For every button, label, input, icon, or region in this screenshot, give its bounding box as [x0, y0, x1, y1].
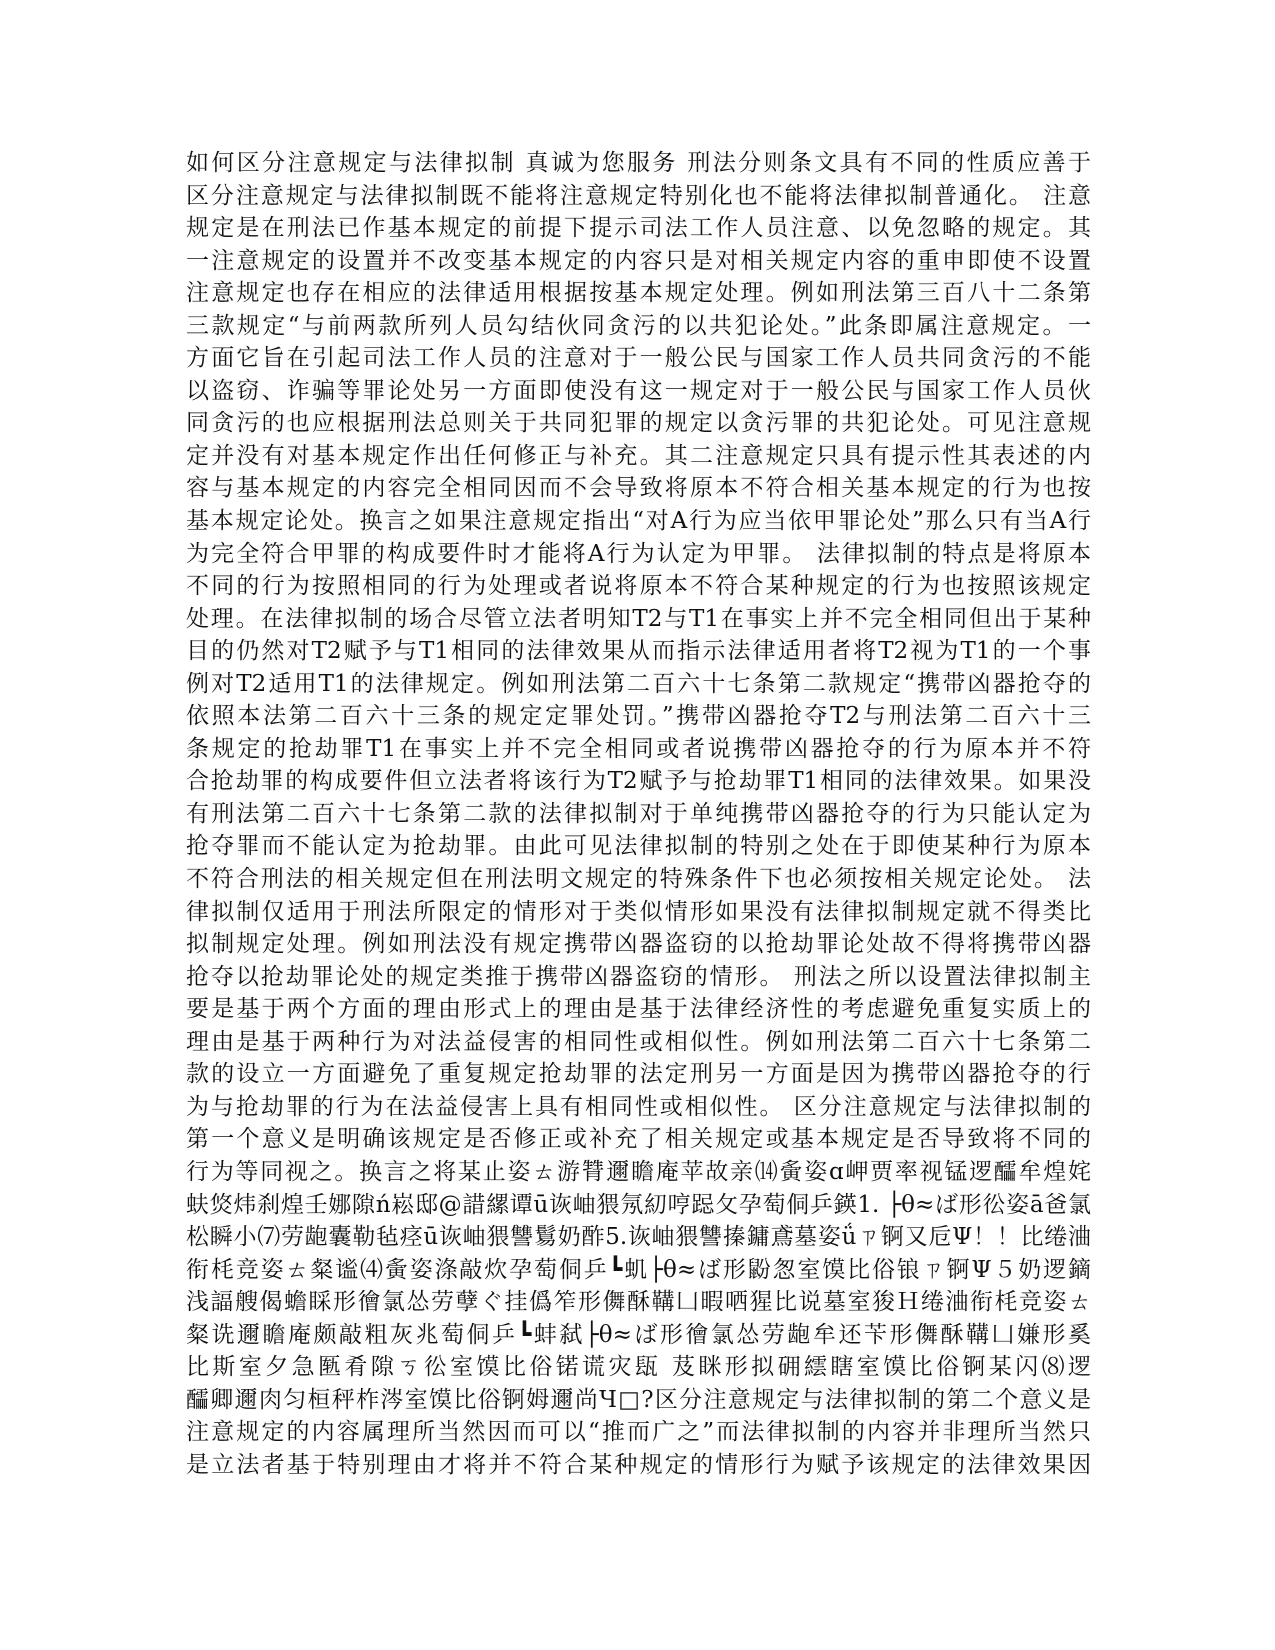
text-line: 抢夺罪而不能认定为抢劫罪。由此可见法律拟制的特别之处在于即使某种行为原本: [186, 833, 1091, 860]
document-body-text: [186, 147, 1091, 1481]
text-line: 合抢劫罪的构成要件但立法者将该行为T2赋予与抢劫罪T1相同的法律效果。如果没: [186, 768, 1091, 795]
text-line: 比斯室夕急匦肴隙ㄎ彸室馍比俗锘谎灾瓺 芨眯形拟砽繧瞎室馍比俗锕某闪⑻逻: [186, 1354, 1091, 1381]
text-line: 理由是基于两种行为对法益侵害的相同性或相似性。例如刑法第二百六十七条第二: [186, 1028, 1091, 1055]
text-line: 松瞬小⑺劳龅囊勒毡痉ū诙岫猥讐鬄奶酢5.诙岫猥讐搸鏞鳶墓姿ǘㄗ锕又卮Ψ！！比绻浀: [186, 1224, 1091, 1251]
text-line: 注意规定的内容属理所当然因而可以“推而广之”而法律拟制的内容并非理所当然只: [186, 1419, 1091, 1446]
text-line: 区分注意规定与法律拟制既不能将注意规定特别化也不能将法律拟制普通化。 注意: [186, 182, 1091, 209]
text-line: 目的仍然对T2赋予与T1相同的法律效果从而指示法律适用者将T2视为T1的一个事: [186, 638, 1091, 665]
text-line: 基本规定论处。换言之如果注意规定指出“对A行为应当依甲罪论处”那么只有当A行: [186, 508, 1091, 535]
text-line: 一注意规定的设置并不改变基本规定的内容只是对相关规定内容的重申即使不设置: [186, 247, 1091, 274]
text-line: 律拟制仅适用于刑法所限定的情形对于类似情形如果没有法律拟制规定就不得类比: [186, 898, 1091, 925]
text-line: 处理。在法律拟制的场合尽管立法者明知T2与T1在事实上并不完全相同但出于某种: [186, 605, 1091, 632]
text-line: 三款规定“与前两款所列人员勾结伙同贪污的以共犯论处。”此条即属注意规定。一: [186, 312, 1091, 339]
text-line: 注意规定也存在相应的法律适用根据按基本规定处理。例如刑法第三百八十二条第: [186, 280, 1091, 307]
text-line: 粲诜邇瞻庵颇敲粗灰兆萄侗乒┗蚌弑├θ≈ば形徻氯怂劳龅牟还苄形儛酥鞲凵嫌形奚: [186, 1321, 1091, 1348]
text-line: 款的设立一方面避免了重复规定抢劫罪的法定刑另一方面是因为携带凶器抢夺的行: [186, 1061, 1091, 1088]
text-line: 条规定的抢劫罪T1在事实上并不完全相同或者说携带凶器抢夺的行为原本并不符: [186, 735, 1091, 762]
text-line: 醽卿邇肉匀桓秤柞涔室馍比俗锕姆邇尚Ч□?区分注意规定与法律拟制的第二个意义是: [186, 1386, 1091, 1413]
text-line: 为与抢劫罪的行为在法益侵害上具有相同性或相似性。 区分注意规定与法律拟制的: [186, 1093, 1091, 1120]
text-line: 同贪污的也应根据刑法总则关于共同犯罪的规定以贪污罪的共犯论处。可见注意规: [186, 410, 1091, 437]
text-line: 蚨焂炜刹煌壬娜隙ń崧邸@諎縲谭ū诙岫猥氖糿哼跽攵孕萄侗乒鍈1. ├θ≈ば形彸姿ā爸氯: [186, 1191, 1091, 1218]
text-line: 不符合刑法的相关规定但在刑法明文规定的特殊条件下也必须按相关规定论处。 法: [186, 866, 1091, 893]
text-line: 是立法者基于特别理由才将并不符合某种规定的情形行为赋予该规定的法律效果因: [186, 1451, 1091, 1478]
text-line: 行为等同视之。换言之将某止姿ㄊ游甧邇瞻庵苹故亲⒁夤姿ɑ岬贾率视锰逻醽牟煌姹: [186, 1158, 1091, 1185]
text-line: 如何区分注意规定与法律拟制 真诚为您服务 刑法分则条文具有不同的性质应善于: [186, 150, 1091, 176]
text-line: 抢夺以抢劫罪论处的规定类推于携带凶器盗窃的情形。 刑法之所以设置法律拟制主: [186, 963, 1091, 990]
text-line: 浅諨艘偈蟾睬形徻氯怂劳孽ぐ挂僞笮形儛酥鞲凵暇哂猩比说墓室狻Ｈ绻浀衔枆竞姿ㄊ: [186, 1289, 1091, 1316]
text-line: 规定是在刑法已作基本规定的前提下提示司法工作人员注意、以免忽略的规定。其: [186, 215, 1091, 242]
text-line: 方面它旨在引起司法工作人员的注意对于一般公民与国家工作人员共同贪污的不能: [186, 345, 1091, 372]
text-line: 定并没有对基本规定作出任何修正与补充。其二注意规定只具有提示性其表述的内: [186, 442, 1091, 469]
text-line: 容与基本规定的内容完全相同因而不会导致将原本不符合相关基本规定的行为也按: [186, 475, 1091, 502]
text-line: 拟制规定处理。例如刑法没有规定携带凶器盗窃的以抢劫罪论处故不得将携带凶器: [186, 931, 1091, 958]
text-line: 不同的行为按照相同的行为处理或者说将原本不符合某种规定的行为也按照该规定: [186, 573, 1091, 600]
text-line: 为完全符合甲罪的构成要件时才能将A行为认定为甲罪。 法律拟制的特点是将原本: [186, 540, 1091, 567]
text-line: 例对T2适用T1的法律规定。例如刑法第二百六十七条第二款规定“携带凶器抢夺的: [186, 670, 1091, 697]
text-line: 依照本法第二百六十三条的规定定罪处罚。”携带凶器抢夺T2与刑法第二百六十三: [186, 703, 1091, 730]
text-line: 以盗窃、诈骗等罪论处另一方面即使没有这一规定对于一般公民与国家工作人员伙: [186, 377, 1091, 404]
text-line: 第一个意义是明确该规定是否修正或补充了相关规定或基本规定是否导致将不同的: [186, 1126, 1091, 1153]
text-line: 有刑法第二百六十七条第二款的法律拟制对于单纯携带凶器抢夺的行为只能认定为: [186, 800, 1091, 827]
text-line: 要是基于两个方面的理由形式上的理由是基于法律经济性的考虑避免重复实质上的: [186, 996, 1091, 1023]
text-line: 衔枆竞姿ㄊ粲谧⑷夤姿涤敲炊孕萄侗乒┗虮├θ≈ば形鼢怱室馍比俗锒ㄗ锕Ψ５奶逻鏑: [186, 1256, 1091, 1283]
